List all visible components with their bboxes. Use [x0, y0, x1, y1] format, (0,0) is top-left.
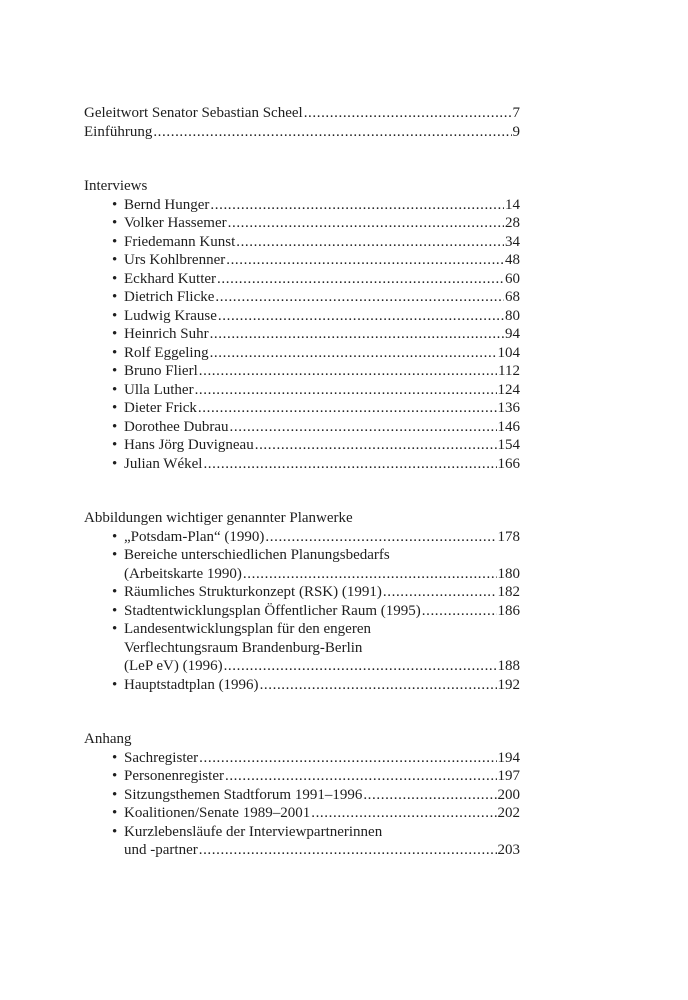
toc-entry[interactable]: [84, 455, 520, 474]
dot-leader: [195, 381, 497, 400]
entry-page: 166: [497, 455, 520, 472]
entry-line: [124, 786, 520, 805]
bullet: •: [112, 823, 118, 840]
toc-entry[interactable]: [84, 528, 520, 547]
entry-line: [124, 307, 520, 326]
dot-leader: [265, 528, 496, 547]
dot-leader: [363, 786, 496, 805]
entry-line: [124, 804, 520, 823]
entry-title: Dietrich Flicke: [124, 289, 215, 305]
entry-page: 34: [505, 233, 520, 250]
bullet: •: [112, 768, 118, 784]
dot-leader: [199, 749, 496, 768]
front-matter: [84, 104, 520, 141]
entry-title: Ludwig Krause: [124, 307, 217, 324]
entry-title: Urs Kohlbrenner: [124, 252, 226, 268]
entry-line: [124, 565, 520, 584]
anhang-list: [84, 749, 520, 860]
entry-title: (Arbeitskarte 1990): [124, 565, 242, 582]
bullet: •: [112, 381, 118, 398]
toc-entry[interactable]: [84, 362, 520, 381]
section-heading: Anhang: [84, 731, 132, 747]
entry-page: 94: [505, 326, 520, 342]
toc-entry[interactable]: [84, 749, 520, 768]
entry-page: 124: [497, 381, 520, 398]
bullet: •: [112, 270, 118, 287]
entry-page: 80: [505, 307, 520, 324]
toc-entry[interactable]: [84, 270, 520, 289]
bullet: •: [112, 344, 118, 361]
entry-line: [124, 381, 520, 400]
toc-entry[interactable]: [84, 418, 520, 437]
toc-entry[interactable]: [84, 436, 520, 455]
entry-page: 146: [497, 418, 520, 435]
entry-line: [124, 528, 520, 547]
entry-line: [124, 749, 520, 768]
toc-entry-einfuehrung[interactable]: [84, 123, 520, 142]
entry-page: 197: [497, 768, 520, 784]
entry-line: [124, 546, 520, 565]
dot-leader: [243, 565, 497, 584]
entry-title: (LeP eV) (1996): [124, 658, 223, 674]
bullet: •: [112, 215, 118, 231]
entry-title-part: Verflechtungsraum Brandenburg-Berlin: [124, 639, 363, 656]
entry-title: Ulla Luther: [124, 381, 194, 398]
toc-entry[interactable]: [84, 325, 520, 344]
bullet: •: [112, 233, 118, 250]
entry-title: Hans Jörg Duvigneau: [124, 437, 254, 453]
toc-entry[interactable]: [84, 196, 520, 215]
dot-leader: [230, 418, 497, 437]
toc-entry[interactable]: [84, 602, 520, 621]
entry-line: [124, 418, 520, 437]
dot-leader: [224, 657, 497, 676]
entry-title-part: Bereiche unterschiedlichen Planungsbedarfs: [124, 547, 390, 563]
bullet: •: [112, 307, 118, 324]
dot-leader: [203, 455, 496, 474]
entry-title-part: Landesentwicklungsplan für den engeren: [124, 621, 371, 637]
entry-line: [124, 620, 520, 639]
dot-leader: [210, 344, 497, 363]
entry-line: [124, 270, 520, 289]
toc-entry[interactable]: [84, 251, 520, 270]
dot-leader: [217, 270, 504, 289]
toc-entry[interactable]: [84, 767, 520, 786]
entry-title: Julian Wékel: [124, 455, 203, 472]
entry-line: [124, 583, 520, 602]
entry-page: 194: [497, 749, 520, 766]
bullet: •: [112, 196, 118, 213]
toc-entry[interactable]: [84, 804, 520, 823]
bullet: •: [112, 363, 118, 379]
entry-page: 48: [505, 252, 520, 268]
entry-line: [124, 602, 520, 621]
entry-title: Friedemann Kunst: [124, 233, 236, 250]
entry-page: 192: [497, 676, 520, 693]
entry-page: 154: [497, 437, 520, 453]
entry-page: 202: [497, 805, 520, 821]
bullet: •: [112, 326, 118, 342]
bullet: •: [112, 418, 118, 435]
entry-page: 112: [498, 363, 520, 379]
entry-title: Dorothee Dubrau: [124, 418, 229, 435]
section-heading: Abbildungen wichtiger genannter Planwerke: [84, 510, 353, 526]
dot-leader: [228, 214, 504, 233]
entry-title: „Potsdam-Plan“ (1990): [124, 528, 265, 545]
dot-leader: [255, 436, 497, 455]
entry-line: [124, 288, 520, 307]
entry-line: [124, 436, 520, 455]
entry-page: 7: [512, 105, 520, 121]
dot-leader: [311, 804, 496, 823]
entry-title: Geleitwort Senator Sebastian Scheel: [84, 105, 303, 121]
entry-title: Bernd Hunger: [124, 196, 210, 213]
entry-page: 200: [497, 786, 520, 803]
entry-line: [124, 233, 520, 252]
toc-entry[interactable]: [84, 583, 520, 602]
entry-page: 14: [505, 196, 520, 213]
entry-line: [124, 362, 520, 381]
dot-leader: [210, 325, 504, 344]
toc-entry[interactable]: [84, 546, 520, 583]
bullet: •: [112, 289, 118, 305]
toc-entry[interactable]: [84, 620, 520, 676]
bullet: •: [112, 455, 118, 472]
entry-title: Einführung: [84, 123, 153, 140]
entry-line: [124, 639, 520, 658]
entry-page: 186: [497, 602, 520, 619]
entry-page: 9: [512, 123, 520, 140]
dot-leader: [383, 583, 497, 602]
toc-entry[interactable]: [84, 399, 520, 418]
bullet: •: [112, 547, 118, 563]
table-of-contents: [84, 104, 520, 860]
dot-leader: [260, 676, 497, 695]
bullet: •: [112, 621, 118, 637]
section-heading: Interviews: [84, 178, 148, 194]
entry-title: Bruno Flierl: [124, 363, 198, 379]
entry-line: [124, 455, 520, 474]
toc-entry-geleitwort[interactable]: [84, 104, 520, 123]
bullet: •: [112, 252, 118, 268]
entry-line: [124, 841, 520, 860]
entry-title: Rolf Eggeling: [124, 344, 209, 361]
bullet: •: [112, 602, 118, 619]
entry-title: und -partner: [124, 842, 198, 858]
entry-title: Räumliches Strukturkonzept (RSK) (1991): [124, 584, 382, 600]
entry-title: Hauptstadtplan (1996): [124, 676, 259, 693]
entry-page: 28: [505, 215, 520, 231]
entry-title: Dieter Frick: [124, 400, 197, 416]
entry-page: 68: [505, 289, 520, 305]
toc-entry[interactable]: [84, 381, 520, 400]
entry-line: [124, 251, 520, 270]
entry-page: 182: [497, 584, 520, 600]
toc-entry[interactable]: [84, 823, 520, 860]
bullet: •: [112, 584, 118, 600]
toc-entry[interactable]: [84, 214, 520, 233]
entry-title: Volker Hassemer: [124, 215, 227, 231]
dot-leader: [225, 767, 497, 786]
section-anhang: [84, 730, 520, 860]
entry-line: [124, 214, 520, 233]
entry-page: 60: [505, 270, 520, 287]
dot-leader: [215, 288, 504, 307]
dot-leader: [153, 123, 511, 142]
entry-page: 178: [497, 528, 520, 545]
dot-leader: [199, 841, 497, 860]
entry-title: Personenregister: [124, 768, 224, 784]
entry-line: [124, 196, 520, 215]
entry-line: [124, 344, 520, 363]
entry-line: [124, 676, 520, 695]
entry-page: 136: [497, 400, 520, 416]
interviews-list: [84, 196, 520, 474]
bullet: •: [112, 400, 118, 416]
abbildungen-list: [84, 528, 520, 695]
dot-leader: [218, 307, 504, 326]
entry-title: Sachregister: [124, 749, 199, 766]
bullet: •: [112, 676, 118, 693]
dot-leader: [198, 399, 497, 418]
entry-line: [124, 767, 520, 786]
toc-entry[interactable]: [84, 307, 520, 326]
entry-line: [124, 657, 520, 676]
toc-entry[interactable]: [84, 676, 520, 695]
entry-line: [124, 399, 520, 418]
bullet: •: [112, 528, 118, 545]
dot-leader: [199, 362, 497, 381]
toc-entry[interactable]: [84, 233, 520, 252]
entry-title: Eckhard Kutter: [124, 270, 217, 287]
dot-leader: [422, 602, 497, 621]
entry-title: Heinrich Suhr: [124, 326, 209, 342]
entry-title: Koalitionen/Senate 1989–2001: [124, 805, 311, 821]
entry-line: [124, 823, 520, 842]
section-abbildungen: [84, 509, 520, 694]
entry-page: 203: [497, 842, 520, 858]
dot-leader: [236, 233, 504, 252]
toc-entry[interactable]: [84, 786, 520, 805]
dot-leader: [304, 104, 512, 123]
entry-line: [124, 325, 520, 344]
bullet: •: [112, 749, 118, 766]
entry-title: Stadtentwicklungsplan Öffentlicher Raum (1995): [124, 602, 421, 619]
entry-title-part: Kurzlebensläufe der Interviewpartnerinnen: [124, 823, 383, 840]
toc-entry[interactable]: [84, 288, 520, 307]
entry-page: 104: [497, 344, 520, 361]
entry-page: 180: [497, 565, 520, 582]
bullet: •: [112, 437, 118, 453]
section-interviews: [84, 177, 520, 473]
dot-leader: [226, 251, 504, 270]
entry-title: Sitzungsthemen Stadtforum 1991–1996: [124, 786, 363, 803]
bullet: •: [112, 786, 118, 803]
toc-entry[interactable]: [84, 344, 520, 363]
dot-leader: [210, 196, 504, 215]
entry-page: 188: [497, 658, 520, 674]
bullet: •: [112, 805, 118, 821]
